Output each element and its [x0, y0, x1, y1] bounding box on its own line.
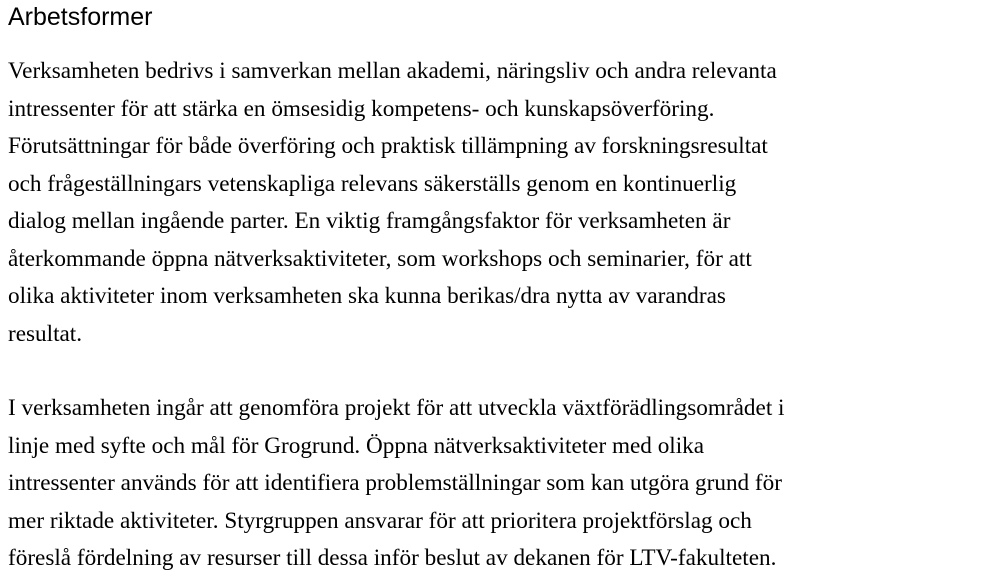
section-heading: Arbetsformer — [8, 3, 153, 31]
paragraph-1-line: Förutsättningar för både överföring och praktisk tillämpning av forskningsresultat — [8, 133, 768, 159]
paragraph-1-line: dialog mellan ingående parter. En viktig framgångsfaktor för verksamheten är — [8, 208, 731, 234]
paragraph-1-line: intressenter för att stärka en ömsesidig kompetens- och kunskapsöverföring. — [8, 95, 715, 122]
paragraph-2-line: linje med syfte och mål för Grogrund. Öppna nätverksaktiviteter med olika — [8, 432, 705, 459]
paragraph-2-line: I verksamheten ingår att genomföra projekt för att utveckla växtförädlingsområdet i — [8, 395, 785, 421]
paragraph-1-line: resultat. — [8, 320, 83, 347]
paragraph-1-line: och frågeställningars vetenskapliga relevans säkerställs genom en kontinuerlig — [8, 170, 737, 197]
paragraph-2-line: föreslå fördelning av resurser till dessa inför beslut av dekanen för LTV-fakulteten. — [8, 545, 777, 571]
paragraph-1-line: Verksamheten bedrivs i samverkan mellan akademi, näringsliv och andra relevanta — [8, 58, 777, 84]
paragraph-1-line: återkommande öppna nätverksaktiviteter, som workshops och seminarier, för att — [8, 245, 752, 272]
paragraph-2-line: mer riktade aktiviteter. Styrgruppen ansvarar för att prioritera projektförslag och — [8, 507, 752, 534]
paragraph-1-line: olika aktiviteter inom verksamheten ska kunna berikas/dra nytta av varandras — [8, 283, 726, 309]
paragraph-2 — [8, 390, 978, 578]
paragraph-1 — [8, 53, 978, 353]
paragraph-2-line: intressenter används för att identifiera problemställningar som kan utgöra grund för — [8, 470, 782, 496]
